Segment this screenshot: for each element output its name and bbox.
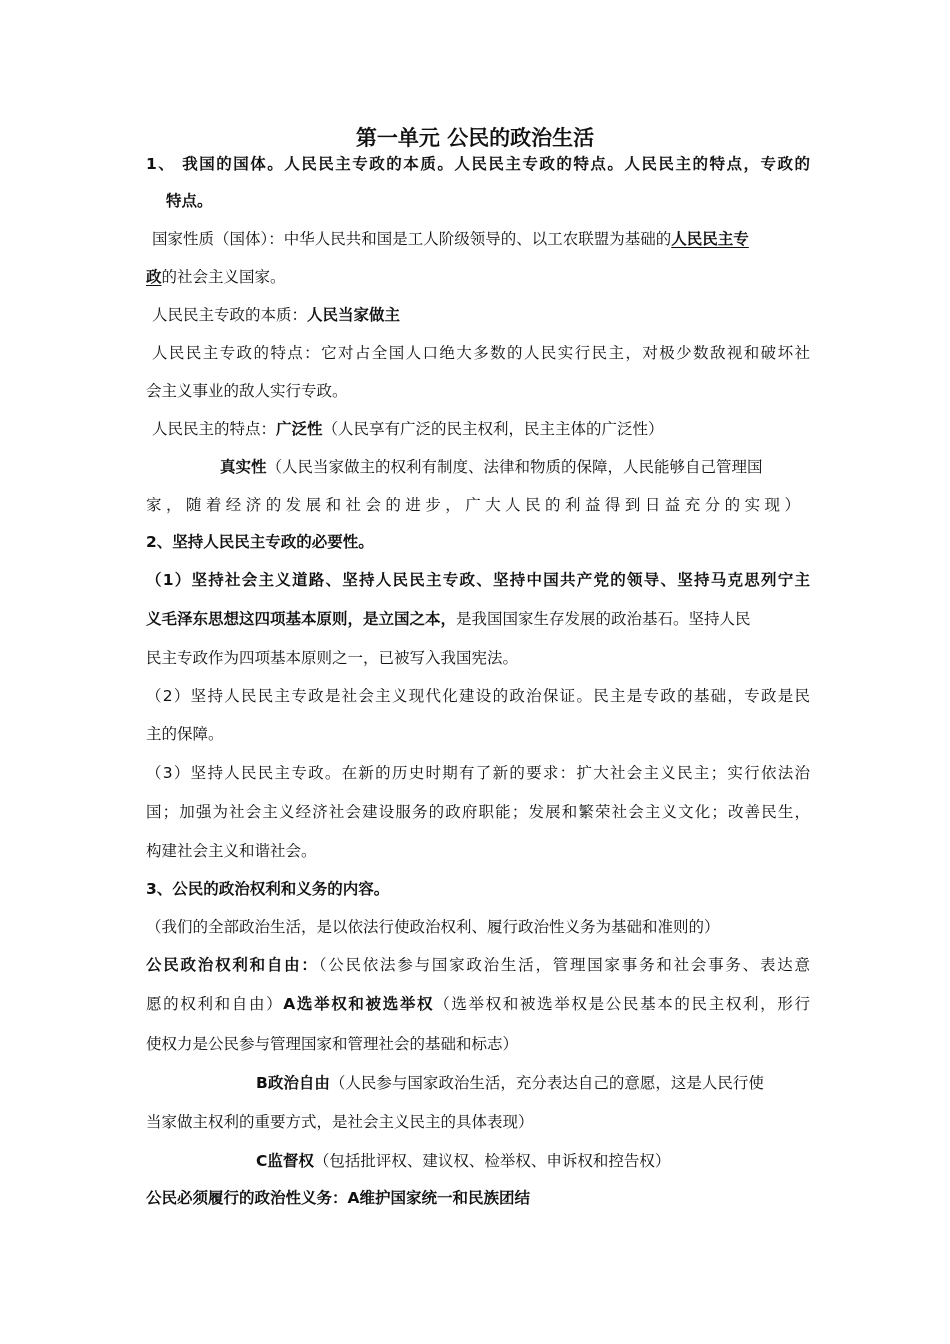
section-3-heading: 3、公民的政治权利和义务的内容。 (146, 880, 390, 898)
principles-bold-end: 义毛泽东思想这四项基本原则，是立国之本， (146, 610, 457, 628)
authenticity-line (220, 455, 810, 477)
authenticity-term: 真实性 (220, 458, 267, 476)
right-b-note-cont: 当家做主权利的重要方式，是社会主义民主的具体表现） (146, 1113, 534, 1131)
rights-line (146, 953, 810, 975)
item-2-line: （2）坚持人民民主专政是社会主义现代化建设的政治保证。民主是专政的基础，专政是民 (146, 687, 810, 705)
right-c-term: C监督权 (256, 1152, 314, 1170)
right-a-note: （选举权和被选举权是公民基本的民主权利，形行 (434, 995, 810, 1013)
item-3-line: （3）坚持人民民主专政。在新的历史时期有了新的要求：扩大社会主义民主；实行依法治 (146, 764, 810, 782)
section-3-intro: （我们的全部政治生活，是以依法行使政治权利、履行政治性义务为基础和准则的） (146, 918, 720, 936)
section-2-heading: 2、坚持人民民主专政的必要性。 (146, 533, 374, 551)
principles-line (146, 568, 810, 590)
right-a-term: A选举权和被选举权 (283, 995, 435, 1013)
dictatorship-feature-line: 人民民主专政的特点：它对占全国人口绝大多数的人民实行民主，对极少数敌视和破坏社 (152, 344, 810, 362)
nature-underlined-term-end: 政 (146, 268, 162, 286)
rights-label: 公民政治权利和自由： (146, 956, 319, 974)
broadness-term: 广泛性 (276, 420, 323, 438)
nature-line (152, 227, 810, 249)
broadness-note: （人民享有广泛的民主权利，民主主体的广泛性） (322, 420, 664, 438)
nature-text-end: 的社会主义国家。 (161, 268, 286, 286)
right-c-note: （包括批评权、建议权、检举权、申诉权和控告权） (313, 1152, 671, 1170)
duties-line (146, 1186, 810, 1208)
principles-line-cont (146, 607, 810, 629)
right-c-line (256, 1149, 810, 1171)
democracy-feature-line (152, 417, 816, 439)
right-b-note: （人民参与国家政治生活，充分表达自己的意愿，这是人民行使 (329, 1074, 764, 1092)
nature-line-cont (146, 265, 810, 287)
rights-note: （公民依法参与国家政治生活，管理国家事务和社会事务、表达意 (318, 956, 810, 974)
item-2-line-cont: 主的保障。 (146, 725, 224, 743)
item-3-line-cont: 国；加强为社会主义经济社会建设服务的政府职能；发展和繁荣社会主义文化；改善民生， (146, 803, 810, 821)
principles-rest: 是我国国家生存发展的政治基石。坚持人民 (456, 610, 751, 628)
essence-value: 人民当家做主 (307, 306, 401, 324)
duties-label: 公民必须履行的政治性义务： (146, 1189, 348, 1207)
essence-label: 人民民主专政的本质： (152, 306, 308, 324)
nature-underlined-term: 人民民主专 (671, 230, 749, 248)
authenticity-line-cont: 家，随着经济的发展和社会的进步，广大人民的利益得到日益充分的实现） (146, 496, 800, 514)
principles-line-end: 民主专政作为四项基本原则之一，已被写入我国宪法。 (146, 649, 519, 667)
essence-line (152, 303, 816, 325)
section-1-heading-cont: 特点。 (166, 192, 213, 210)
authenticity-note: （人民当家做主的权利有制度、法律和物质的保障，人民能够自己管理国 (266, 458, 763, 476)
right-a-note-cont: 使权力是公民参与管理国家和管理社会的基础和标志） (146, 1035, 519, 1053)
dictatorship-feature-line-cont: 会主义事业的敌人实行专政。 (146, 382, 348, 400)
principles-bold-text: 坚持社会主义道路、坚持人民民主专政、坚持中国共产党的领导、坚持马克思列宁主 (191, 571, 810, 589)
page-title: 第一单元 公民的政治生活 (355, 126, 595, 150)
right-b-line (256, 1071, 810, 1093)
item-1-prefix: （1） (146, 571, 192, 589)
democracy-feature-label: 人民民主的特点： (152, 420, 277, 438)
rights-line-cont (146, 992, 810, 1014)
nature-text: 国家性质（国体）：中华人民共和国是工人阶级领导的、以工农联盟为基础的 (152, 230, 672, 248)
duty-a: A维护国家统一和民族团结 (347, 1189, 531, 1207)
rights-note-end: 愿的权利和自由） (146, 995, 284, 1013)
right-b-term: B政治自由 (256, 1074, 330, 1092)
section-1-heading: 1、 我国的国体。人民民主专政的本质。人民民主专政的特点。人民民主的特点，专政的 (146, 155, 810, 173)
item-3-line-end: 构建社会主义和谐社会。 (146, 842, 317, 860)
